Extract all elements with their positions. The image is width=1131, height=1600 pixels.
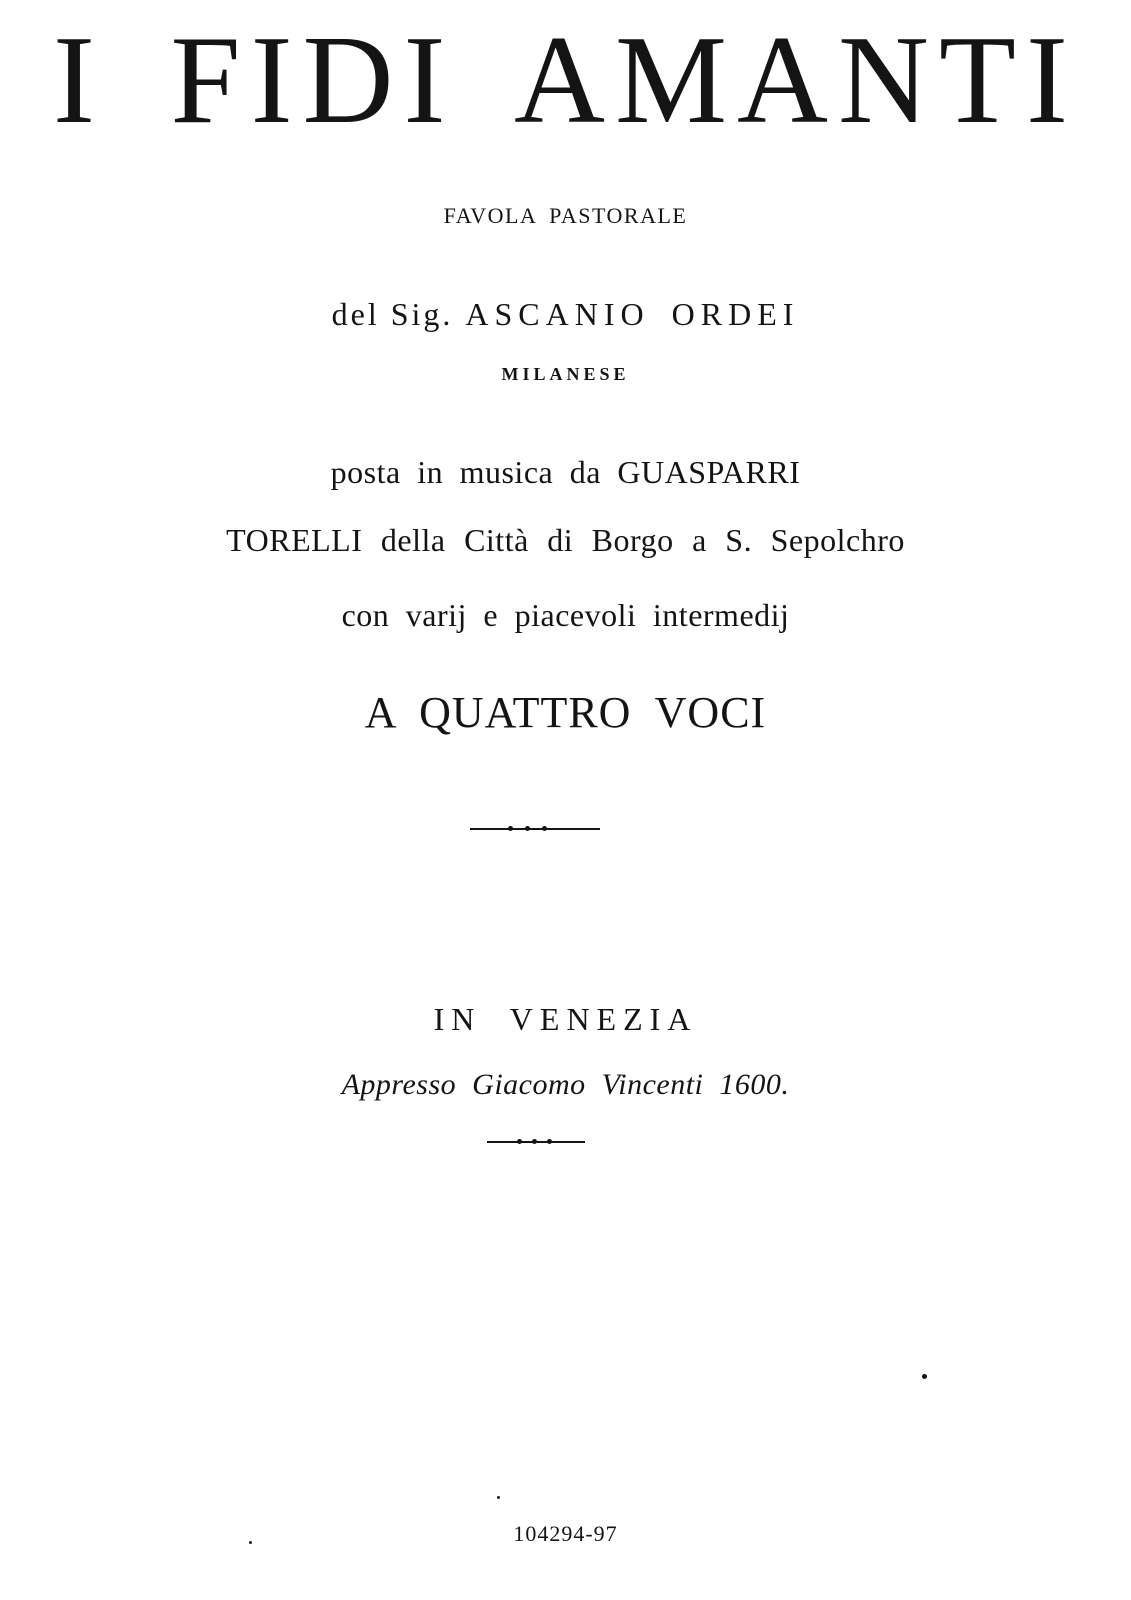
rule-bar	[470, 828, 600, 830]
composer-line-2: TORELLI della Città di Borgo a S. Sepolchro	[226, 522, 905, 558]
composer-line-1: posta in musica da GUASPARRI	[330, 454, 801, 490]
rule-dot	[532, 1139, 537, 1144]
ink-speck	[497, 1496, 500, 1499]
voices-heading: A QUATTRO VOCI	[364, 688, 767, 737]
catalog-number: 104294-97	[513, 1521, 618, 1546]
ornamental-rule-bottom	[487, 1137, 585, 1146]
main-title: I FIDI AMANTI	[53, 11, 1078, 150]
author-origin: MILANESE	[501, 364, 630, 384]
rule-dot	[508, 826, 513, 831]
rule-dot	[542, 826, 547, 831]
author-line	[0, 296, 1131, 333]
rule-dot	[547, 1139, 552, 1144]
ornamental-rule-top	[470, 824, 600, 833]
rule-dot	[517, 1139, 522, 1144]
author-name: ASCANIO ORDEI	[465, 296, 800, 332]
subtitle: FAVOLA PASTORALE	[443, 203, 688, 228]
composer-line-3: con varij e piacevoli intermedij	[341, 597, 790, 633]
author-prefix: del Sig.	[331, 296, 454, 332]
imprint-city: IN VENEZIA	[433, 1001, 698, 1037]
ink-speck	[922, 1374, 927, 1379]
rule-dot	[525, 826, 530, 831]
imprint-publisher: Appresso Giacomo Vincenti 1600.	[341, 1068, 790, 1101]
